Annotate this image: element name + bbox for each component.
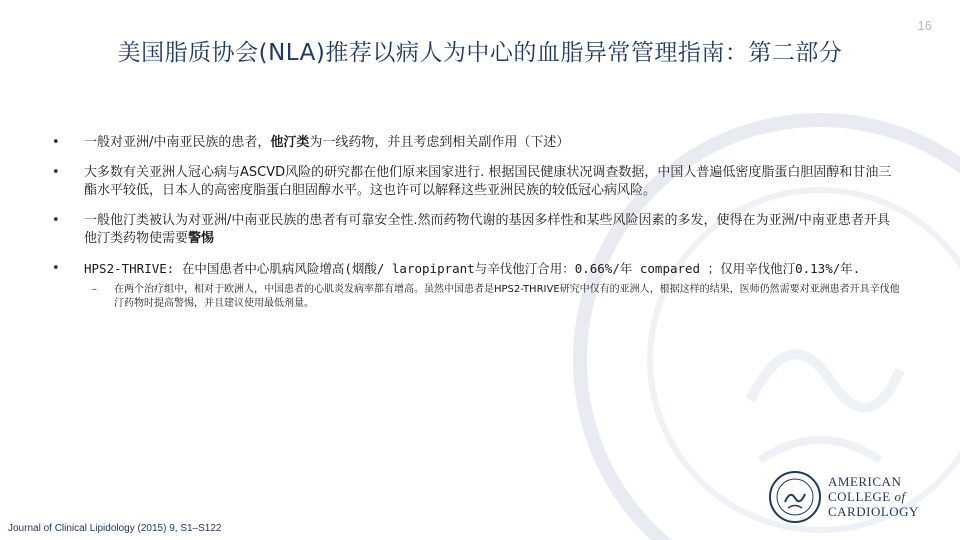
bullet-icon: •	[52, 261, 60, 276]
acc-seal-icon	[768, 470, 822, 524]
bullet-text: HPS2-THRIVE: 在中国患者中心肌病风险增高(烟酸/ laropiprant与辛伐他汀合用：0.66%/年 compared ；仅用辛伐他汀0.13%/年.	[84, 261, 861, 276]
page-number: 16	[917, 18, 932, 33]
logo-college: COLLEGE	[828, 489, 891, 504]
logo-line-2	[828, 489, 919, 504]
bullet-item	[50, 164, 900, 200]
bullet-text: 为一线药物，并且考虑到相关副作用（下述）	[309, 135, 570, 150]
acc-logo	[768, 470, 948, 526]
bullet-icon: •	[52, 165, 60, 180]
sub-bullet-icon: –	[92, 284, 97, 295]
bullet-item	[50, 134, 900, 152]
bullet-text: 一般他汀类被认为对亚洲/中南亚民族的患者有可靠安全性.然而药物代谢的基因多样性和某些风险因素的多发，使得在为亚洲/中南亚患者开具他汀类药物使需要	[84, 213, 890, 246]
logo-line-3: CARDIOLOGY	[828, 504, 919, 519]
bullet-item	[50, 212, 900, 248]
bullet-bold-text: 他汀类	[270, 135, 310, 150]
bullet-text: 一般对亚洲/中南亚民族的患者，	[84, 135, 271, 150]
bullet-text: 大多数有关亚洲人冠心病与ASCVD风险的研究都在他们原来国家进行. 根据国民健康状况调查数据，中国人普遍低密度脂蛋白胆固醇和甘油三酯水平较低，日本人的高密度脂蛋白胆固醇水平。这也许可以解释这些亚洲民族的较低冠心病风险。	[84, 165, 892, 198]
bullet-bold-text: 警惕	[188, 231, 215, 246]
citation: Journal of Clinical Lipidology (2015) 9, S1–S122	[8, 523, 222, 534]
logo-line-1: AMERICAN	[828, 474, 902, 489]
sub-bullet-item	[84, 283, 900, 311]
logo-of: of	[894, 489, 906, 504]
bullet-item	[50, 260, 900, 311]
acc-wordmark	[828, 474, 919, 519]
sub-bullet-text: 在两个治疗组中，相对于欧洲人，中国患者的心肌炎发病率都有增高。虽然中国患者是HPS2-THRIVE研究中仅有的亚洲人，根据这样的结果，医师仍然需要对亚洲患者开具辛伐他汀药物时提高警惕，并且建议使用最低剂量。	[114, 284, 900, 309]
bullet-icon: •	[52, 135, 60, 150]
bullet-icon: •	[52, 213, 60, 228]
bullet-list	[50, 134, 900, 323]
slide-title: 美国脂质协会(NLA)推荐以病人为中心的血脂异常管理指南：第二部分	[117, 40, 843, 66]
